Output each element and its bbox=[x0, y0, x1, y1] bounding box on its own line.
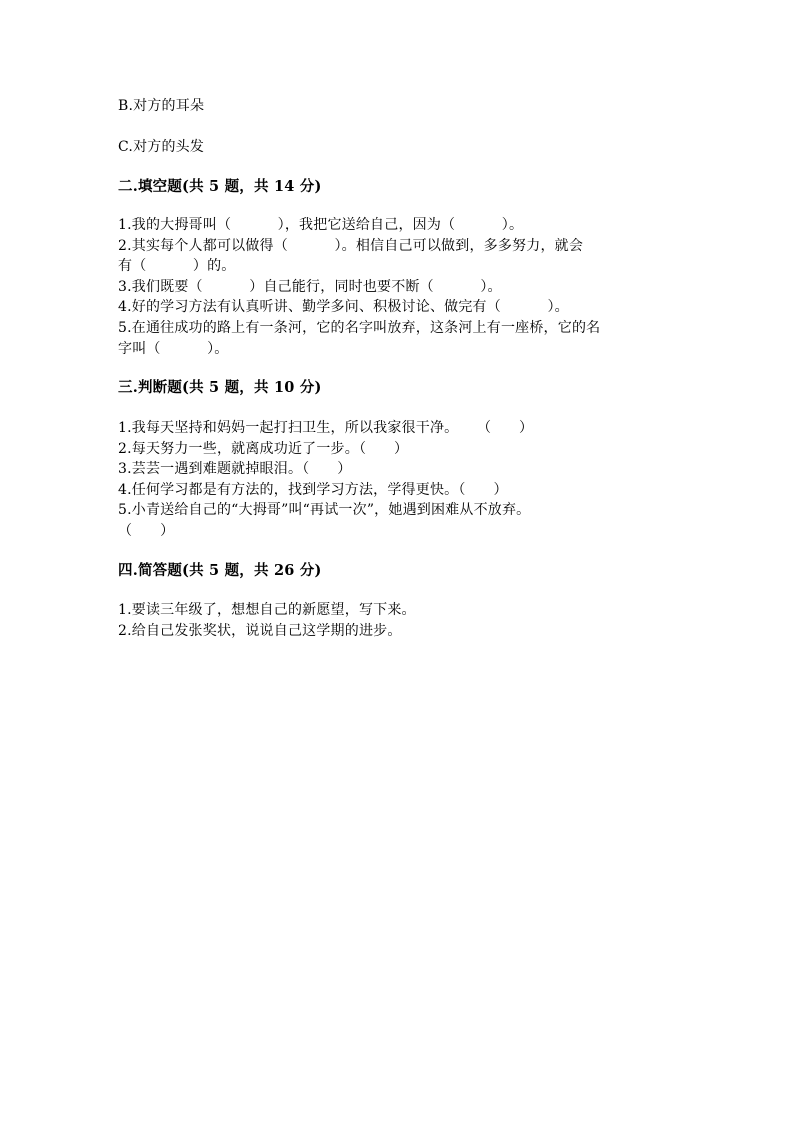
short-answer-question-1: 1.要读三年级了，想想自己的新愿望，写下来。 bbox=[118, 602, 416, 618]
section-heading-true-false: 三.判断题(共 5 题，共 10 分) bbox=[118, 379, 322, 396]
true-false-question-2: 2.每天努力一些，就离成功近了一步。（ ） bbox=[118, 440, 409, 457]
fill-blank-question-2: 2.其实每个人都可以做得（ ）。相信自己可以做到，多多努力，就会 bbox=[118, 237, 584, 254]
fill-blank-question-1: 1.我的大拇哥叫（ ），我把它送给自己，因为（ ）。 bbox=[118, 217, 524, 233]
true-false-question-5-answer: （ ） bbox=[118, 522, 175, 539]
true-false-question-4: 4.任何学习都是有方法的，找到学习方法，学得更快。（ ） bbox=[118, 481, 508, 498]
short-answer-question-2: 2.给自己发张奖状，说说自己这学期的进步。 bbox=[118, 622, 402, 639]
fill-blank-question-2-cont: 有（ ）的。 bbox=[118, 258, 236, 274]
fill-blank-question-4: 4.好的学习方法有认真听讲、勤学多问、积极讨论、做完有（ ）。 bbox=[118, 299, 569, 315]
fill-blank-question-3: 3.我们既要（ ）自己能行，同时也要不断（ ）。 bbox=[118, 278, 502, 295]
section-heading-fill-blank: 二.填空题(共 5 题，共 14 分) bbox=[118, 178, 322, 195]
section-heading-short-answer: 四.简答题(共 5 题，共 26 分) bbox=[118, 562, 322, 579]
option-c: C.对方的头发 bbox=[118, 139, 205, 155]
true-false-question-1: 1.我每天坚持和妈妈一起打扫卫生，所以我家很干净。 （ ） bbox=[118, 420, 534, 436]
true-false-question-3: 3.芸芸一遇到难题就掉眼泪。（ ） bbox=[118, 461, 352, 477]
fill-blank-question-5: 5.在通往成功的路上有一条河，它的名字叫放弃，这条河上有一座桥，它的名 bbox=[118, 320, 601, 336]
option-b: B.对方的耳朵 bbox=[118, 98, 205, 114]
fill-blank-question-5-cont: 字叫（ ）。 bbox=[118, 340, 229, 357]
true-false-question-5: 5.小青送给自己的“大拇哥”叫“再试一次”，她遇到困难从不放弃。 bbox=[118, 502, 531, 518]
